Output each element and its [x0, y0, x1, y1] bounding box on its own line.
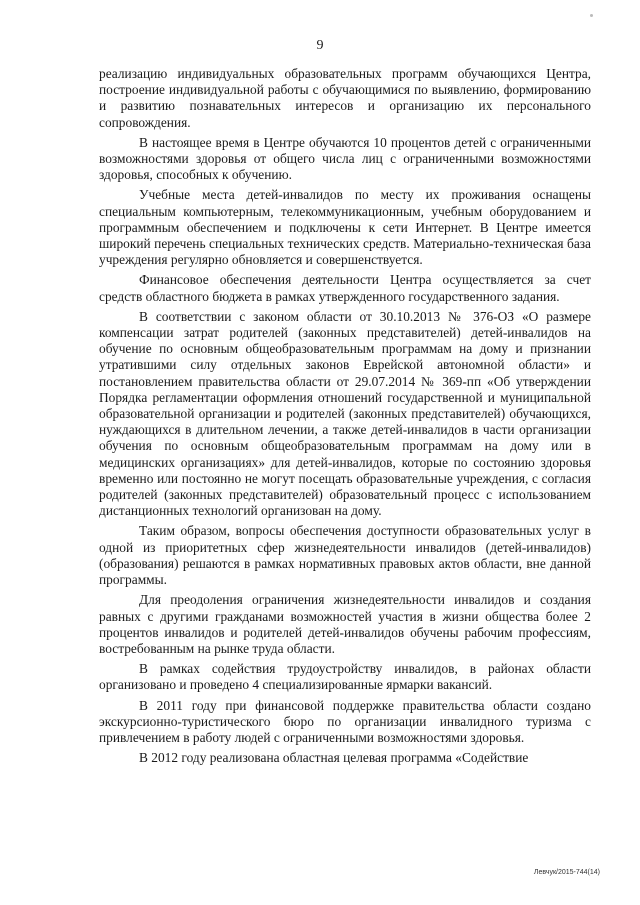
- footer-document-code: Левчук/2015-744(14): [533, 869, 600, 876]
- paragraph: реализацию индивидуальных образовательных программ обучающихся Центра, построение индивидуальной работы с обучающимися по выявлению, формированию и развитию познавательных интересов и организацию их персонального сопровождения.: [99, 66, 591, 130]
- document-body: [99, 66, 591, 770]
- paragraph: Финансовое обеспечения деятельности Центра осуществляется за счет средств областного бюджета в рамках утвержденного государственного задания.: [99, 272, 591, 304]
- paragraph: Учебные места детей-инвалидов по месту их проживания оснащены специальным компьютерным, телекоммуникационным, учебным оборудованием и программным обеспечением и подключены к сети Интернет. В Центре имеется широкий перечень специальных технических средств. Материально-техническая база учреждения регулярно обновляется и совершенствуется.: [99, 187, 591, 268]
- scan-speck: [590, 14, 593, 17]
- page-number: 9: [316, 38, 324, 53]
- paragraph: В соответствии с законом области от 30.10.2013 № 376-ОЗ «О размере компенсации затрат родителей (законных представителей) детей-инвалидов на обучение по основным общеобразовательным программам на дому и признании утратившими силу отдельных законов Еврейской автономной области» и постановлением правительства области от 29.07.2014 № 369-пп «Об утверждении Порядка регламентации оформления отношений государственной и муниципальной образовательной организации и родителей (законных представителей) обучающихся, нуждающихся в длительном лечении, а также детей-инвалидов в части организации обучения по основным общеобразовательным программам на дому или в медицинских организациях» для детей-инвалидов, которые по состоянию здоровья временно или постоянно не могут посещать образовательные учреждения, с согласия родителей (законных представителей) образовательный процесс с использованием дистанционных технологий организован на дому.: [99, 308, 591, 519]
- paragraph: Для преодоления ограничения жизнедеятельности инвалидов и создания равных с другими гражданами возможностей участия в жизни общества более 2 процентов инвалидов и родителей детей-инвалидов обучены рабочим профессиям, востребованным на рынке труда области.: [99, 592, 591, 656]
- paragraph: В 2012 году реализована областная целевая программа «Содействие: [139, 750, 529, 766]
- paragraph: В рамках содействия трудоустройству инвалидов, в районах области организовано и проведено 4 специализированные ярмарки вакансий.: [99, 661, 591, 693]
- paragraph: В 2011 году при финансовой поддержке правительства области создано экскурсионно-туристического бюро по организации инвалидного туризма с привлечением в работу людей с ограниченными возможностями здоровья.: [99, 697, 591, 745]
- paragraph: Таким образом, вопросы обеспечения доступности образовательных услуг в одной из приоритетных сфер жизнедеятельности инвалидов (детей-инвалидов) (образования) решаются в рамках нормативных правовых актов области, вне данной программы.: [99, 523, 591, 588]
- paragraph: В настоящее время в Центре обучаются 10 процентов детей с ограниченными возможностями здоровья от общего числа лиц с ограниченными возможностями здоровья, способных к обучению.: [99, 134, 591, 183]
